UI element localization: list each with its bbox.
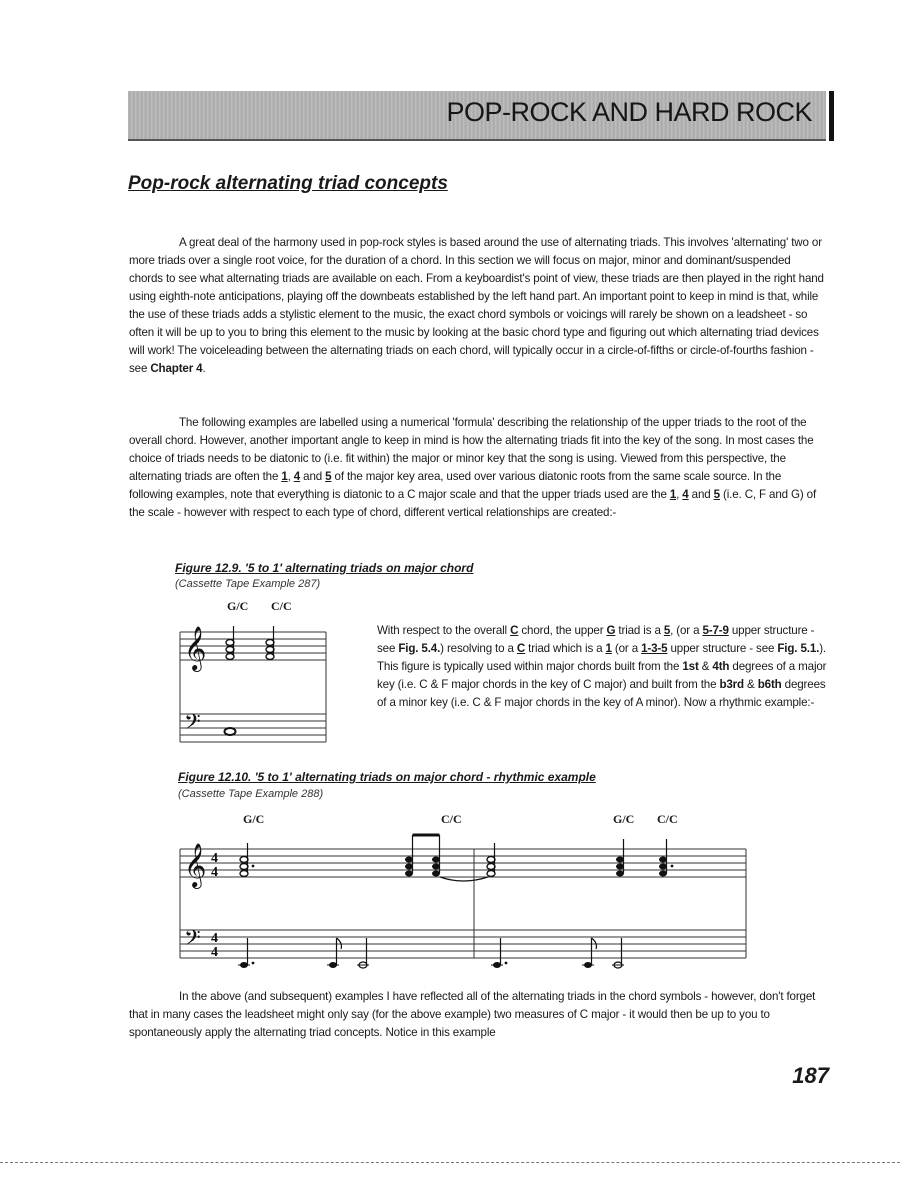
degree-1b: 1 bbox=[669, 488, 677, 501]
f1-t-b: chord, the upper bbox=[518, 624, 607, 637]
svg-text:4: 4 bbox=[211, 865, 218, 880]
paragraph-diatonic bbox=[129, 414, 824, 522]
figure-2-chord-3: G/C bbox=[613, 812, 635, 826]
p2-sep-2: , bbox=[676, 488, 683, 501]
chapter-header-bar bbox=[128, 91, 826, 141]
f1-t-i: (or a bbox=[611, 642, 642, 655]
f1-t-f: ) resolving to a bbox=[440, 642, 517, 655]
paragraph-notes bbox=[129, 988, 824, 1042]
figure-1-subtitle: (Cassette Tape Example 287) bbox=[175, 578, 321, 590]
figure-1-title: Figure 12.9. '5 to 1' alternating triads on major chord bbox=[175, 561, 474, 575]
treble-clef-icon-2: 𝄞 bbox=[184, 843, 207, 887]
f1-g: G bbox=[606, 624, 616, 637]
bass-clef-icon: 𝄢 bbox=[184, 710, 201, 740]
p2-sep-1: , bbox=[287, 470, 294, 483]
f1-t-h: triad which is a bbox=[525, 642, 606, 655]
figure-2-subtitle: (Cassette Tape Example 288) bbox=[178, 788, 324, 800]
figure-1-chord-2: C/C bbox=[271, 599, 292, 613]
bass-clef-icon-2: 𝄢 bbox=[184, 926, 201, 956]
f1-b3rd: b3rd bbox=[719, 678, 744, 691]
degree-5: 5 bbox=[325, 470, 332, 483]
p2-text-5: (i.e. C, F and G) of the scale - however with respect to each type of chord, different vertical relationships are created:- bbox=[129, 488, 817, 519]
figure-2-staff bbox=[178, 835, 748, 975]
header-end-rule bbox=[829, 91, 834, 141]
f1-one: 1 bbox=[605, 642, 612, 655]
f1-579: 5-7-9 bbox=[702, 624, 729, 637]
f1-five: 5 bbox=[663, 624, 671, 637]
f1-fourth: 4th bbox=[712, 660, 730, 673]
p2-text-1: The following examples are labelled using a numerical 'formula' describing the relationship of the upper triads to the root of the overall chord. However, another important angle to keep in mind is how the alternating triads fit into the key of the song. In most cases the choice of triads needs to be diatonic to (i.e. fit within) the major or minor key that the song is using. Viewed from this perspective, the alternating triads are often the bbox=[129, 416, 814, 483]
p2-text-3: of the major key area, used over various diatonic roots from the same scale source. In the following examples, note that everything is diatonic to a C major scale and that the upper triads used are the bbox=[129, 470, 782, 501]
chapter-title: POP-ROCK AND HARD ROCK bbox=[446, 97, 812, 127]
page-number: 187 bbox=[792, 1063, 829, 1088]
f1-t-c: triad is a bbox=[615, 624, 664, 637]
paragraph-notes-text: In the above (and subsequent) examples I have reflected all of the alternating triads in the chord symbols - however, don't forget that in many cases the leadsheet might only say (for the above example) two measures of C major - it would then be up to you to spontaneously apply the alternating triad concepts. Notice in this example bbox=[129, 990, 816, 1039]
f1-t-e: upper structure - see bbox=[377, 624, 815, 655]
f1-t-o: degrees of a minor key (i.e. C & F major chords in the key of A minor). Now a rhythmic example:- bbox=[377, 678, 826, 709]
treble-clef-icon: 𝄞 bbox=[184, 626, 207, 670]
p2-text-2: and bbox=[300, 470, 326, 483]
figure-2-chord-4: C/C bbox=[657, 812, 678, 826]
f1-t-k: ). This figure is typically used within major chords built from the bbox=[377, 642, 826, 673]
paragraph-intro-text: A great deal of the harmony used in pop-rock styles is based around the use of alternating triads. This involves 'alternating' two or more triads over a single root voice, for the duration of a chord. In this section we will focus on major, minor and dominant/suspended chords to see what alternating triads are available on each. From a keyboardist's point of view, these triads are then played in the right hand using eighth-note anticipations, playing off the downbeats established by the left hand part. An important point to keep in mind is that, while the use of these triads adds a stylistic element to the music, the exact chord symbols or voicings will rarely be shown on a leadsheet - so often it will be up to you to bring this element to the music by looking at the basic chord type and figuring out which alternating triad devices will work! The voiceleading between the alternating triads on each chord, will typically occur in a circle-of-fifths or circle-of-fourths fashion - see bbox=[129, 236, 824, 375]
chapter-reference: Chapter 4 bbox=[150, 362, 203, 375]
f1-t-n: & bbox=[743, 678, 758, 691]
f1-135: 1-3-5 bbox=[641, 642, 668, 655]
f1-c1: C bbox=[510, 624, 519, 637]
f1-fig51: Fig. 5.1. bbox=[777, 642, 820, 655]
paragraph-intro bbox=[129, 234, 824, 378]
svg-text:4: 4 bbox=[211, 931, 218, 946]
figure-1-staff bbox=[178, 618, 328, 746]
degree-5b: 5 bbox=[713, 488, 720, 501]
figure-1-chord-1: G/C bbox=[227, 599, 249, 613]
figure-2-title: Figure 12.10. '5 to 1' alternating triads on major chord - rhythmic example bbox=[178, 770, 596, 784]
figure-1-explanation bbox=[377, 622, 827, 712]
p2-text-4: and bbox=[688, 488, 714, 501]
paragraph-intro-end: . bbox=[202, 362, 206, 375]
degree-4: 4 bbox=[293, 470, 301, 483]
f1-b6th: b6th bbox=[757, 678, 782, 691]
f1-t-d: , (or a bbox=[670, 624, 703, 637]
degree-1: 1 bbox=[281, 470, 288, 483]
section-title: Pop-rock alternating triad concepts bbox=[128, 173, 448, 194]
figure-2-chord-1: G/C bbox=[243, 812, 265, 826]
bottom-scan-rule bbox=[0, 1162, 900, 1163]
degree-4b: 4 bbox=[682, 488, 689, 501]
f1-t-m: degrees of a major key (i.e. C & F major chords in the key of C major) and built from the bbox=[377, 660, 827, 691]
f1-t-l: & bbox=[698, 660, 713, 673]
f1-t-j: upper structure - see bbox=[667, 642, 778, 655]
f1-t-a: With respect to the overall bbox=[377, 624, 511, 637]
svg-text:4: 4 bbox=[211, 851, 218, 866]
f1-fig54: Fig. 5.4. bbox=[398, 642, 441, 655]
svg-text:4: 4 bbox=[211, 945, 218, 960]
f1-c2: C bbox=[516, 642, 526, 655]
figure-2-chord-2: C/C bbox=[441, 812, 462, 826]
f1-first: 1st bbox=[682, 660, 699, 673]
